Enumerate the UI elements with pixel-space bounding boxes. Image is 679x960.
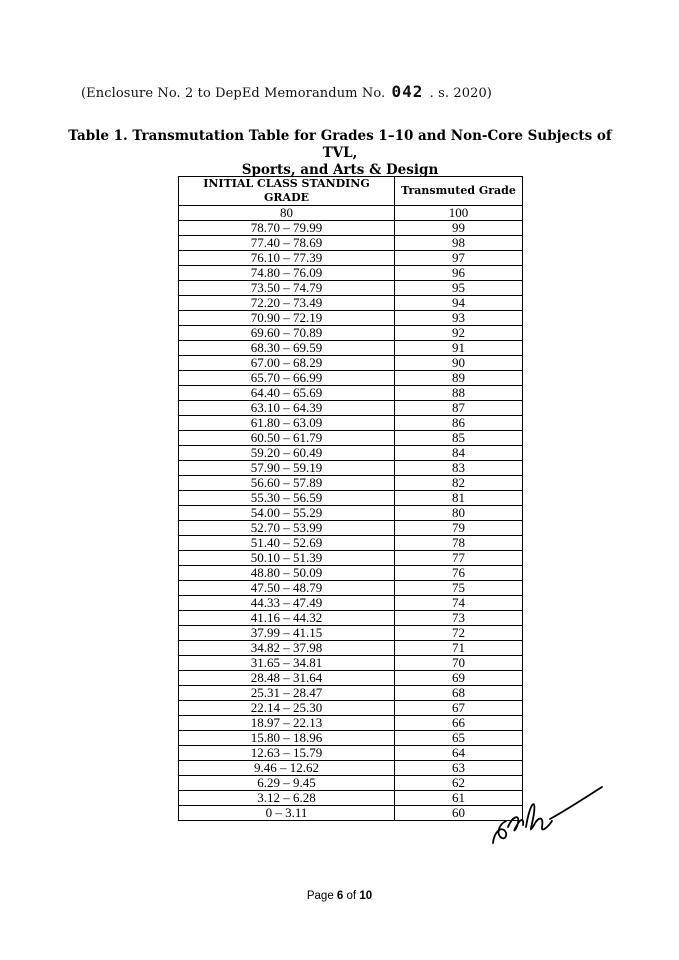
initial-grade-range: 34.82 – 37.98 bbox=[179, 641, 395, 656]
transmuted-grade: 60 bbox=[395, 806, 523, 821]
initial-grade-range: 18.97 – 22.13 bbox=[179, 716, 395, 731]
transmuted-grade: 68 bbox=[395, 686, 523, 701]
initial-grade-range: 12.63 – 15.79 bbox=[179, 746, 395, 761]
table-row bbox=[179, 506, 523, 521]
transmuted-grade: 95 bbox=[395, 281, 523, 296]
footer-page-number: 6 bbox=[336, 890, 344, 902]
initial-grade-range: 68.30 – 69.59 bbox=[179, 341, 395, 356]
table-row bbox=[179, 416, 523, 431]
initial-grade-range: 22.14 – 25.30 bbox=[179, 701, 395, 716]
table-row bbox=[179, 461, 523, 476]
initial-grade-range: 60.50 – 61.79 bbox=[179, 431, 395, 446]
table-row bbox=[179, 206, 523, 221]
transmuted-grade: 97 bbox=[395, 251, 523, 266]
initial-grade-range: 28.48 – 31.64 bbox=[179, 671, 395, 686]
table-row bbox=[179, 596, 523, 611]
table-row bbox=[179, 371, 523, 386]
initial-grade-range: 74.80 – 76.09 bbox=[179, 266, 395, 281]
transmuted-grade: 75 bbox=[395, 581, 523, 596]
table-row bbox=[179, 251, 523, 266]
transmuted-grade: 98 bbox=[395, 236, 523, 251]
table-row bbox=[179, 431, 523, 446]
transmuted-grade: 87 bbox=[395, 401, 523, 416]
enclosure-note bbox=[81, 82, 492, 101]
transmuted-grade: 94 bbox=[395, 296, 523, 311]
transmuted-grade: 77 bbox=[395, 551, 523, 566]
table-row bbox=[179, 491, 523, 506]
footer-of-word: of bbox=[346, 890, 357, 902]
initial-grade-range: 80 bbox=[179, 206, 395, 221]
transmuted-grade: 73 bbox=[395, 611, 523, 626]
table-title bbox=[60, 128, 620, 179]
table-row bbox=[179, 386, 523, 401]
table-row bbox=[179, 626, 523, 641]
transmuted-grade: 83 bbox=[395, 461, 523, 476]
initial-grade-range: 6.29 – 9.45 bbox=[179, 776, 395, 791]
transmuted-grade: 67 bbox=[395, 701, 523, 716]
transmuted-grade: 79 bbox=[395, 521, 523, 536]
transmuted-grade: 64 bbox=[395, 746, 523, 761]
table-row bbox=[179, 566, 523, 581]
table-row bbox=[179, 806, 523, 821]
table-row bbox=[179, 341, 523, 356]
initial-grade-range: 65.70 – 66.99 bbox=[179, 371, 395, 386]
table-row bbox=[179, 221, 523, 236]
table-header-row bbox=[179, 177, 523, 206]
enclosure-prefix: (Enclosure No. 2 to DepEd Memorandum No. bbox=[81, 86, 386, 101]
footer-page-word: Page bbox=[306, 890, 334, 902]
transmuted-grade: 91 bbox=[395, 341, 523, 356]
transmuted-grade: 99 bbox=[395, 221, 523, 236]
initial-grade-range: 41.16 – 44.32 bbox=[179, 611, 395, 626]
initial-grade-range: 61.80 – 63.09 bbox=[179, 416, 395, 431]
table-row bbox=[179, 551, 523, 566]
initial-grade-range: 3.12 – 6.28 bbox=[179, 791, 395, 806]
table-row bbox=[179, 611, 523, 626]
page-footer bbox=[0, 890, 679, 902]
initial-grade-range: 52.70 – 53.99 bbox=[179, 521, 395, 536]
table-row bbox=[179, 281, 523, 296]
transmuted-grade: 93 bbox=[395, 311, 523, 326]
table-row bbox=[179, 731, 523, 746]
initial-grade-range: 78.70 – 79.99 bbox=[179, 221, 395, 236]
transmuted-grade: 63 bbox=[395, 761, 523, 776]
transmuted-grade: 69 bbox=[395, 671, 523, 686]
memo-number: 042 bbox=[391, 82, 424, 101]
table-row bbox=[179, 296, 523, 311]
transmuted-grade: 62 bbox=[395, 776, 523, 791]
initial-grade-range: 67.00 – 68.29 bbox=[179, 356, 395, 371]
table-row bbox=[179, 791, 523, 806]
initial-grade-range: 48.80 – 50.09 bbox=[179, 566, 395, 581]
transmuted-grade: 92 bbox=[395, 326, 523, 341]
table-row bbox=[179, 536, 523, 551]
initial-grade-range: 51.40 – 52.69 bbox=[179, 536, 395, 551]
table-title-line-2: Sports, and Arts & Design bbox=[241, 162, 439, 178]
table-row bbox=[179, 326, 523, 341]
enclosure-suffix: . s. 2020) bbox=[429, 86, 492, 101]
transmuted-grade: 89 bbox=[395, 371, 523, 386]
transmuted-grade: 85 bbox=[395, 431, 523, 446]
table-row bbox=[179, 236, 523, 251]
initial-grade-range: 76.10 – 77.39 bbox=[179, 251, 395, 266]
handwritten-signature-icon bbox=[490, 783, 605, 848]
table-row bbox=[179, 311, 523, 326]
table-row bbox=[179, 671, 523, 686]
initial-grade-range: 63.10 – 64.39 bbox=[179, 401, 395, 416]
initial-grade-range: 72.20 – 73.49 bbox=[179, 296, 395, 311]
column-header-initial-grade: INITIAL CLASS STANDING GRADE bbox=[179, 177, 395, 206]
initial-grade-range: 55.30 – 56.59 bbox=[179, 491, 395, 506]
table-body bbox=[179, 206, 523, 821]
initial-grade-range: 56.60 – 57.89 bbox=[179, 476, 395, 491]
initial-grade-range: 77.40 – 78.69 bbox=[179, 236, 395, 251]
transmuted-grade: 71 bbox=[395, 641, 523, 656]
transmuted-grade: 72 bbox=[395, 626, 523, 641]
transmuted-grade: 86 bbox=[395, 416, 523, 431]
table-row bbox=[179, 266, 523, 281]
transmuted-grade: 90 bbox=[395, 356, 523, 371]
initial-grade-range: 25.31 – 28.47 bbox=[179, 686, 395, 701]
transmuted-grade: 82 bbox=[395, 476, 523, 491]
initial-grade-range: 54.00 – 55.29 bbox=[179, 506, 395, 521]
table-row bbox=[179, 776, 523, 791]
transmuted-grade: 84 bbox=[395, 446, 523, 461]
table-row bbox=[179, 446, 523, 461]
table-row bbox=[179, 581, 523, 596]
table-row bbox=[179, 476, 523, 491]
initial-grade-range: 69.60 – 70.89 bbox=[179, 326, 395, 341]
table-row bbox=[179, 521, 523, 536]
initial-grade-range: 64.40 – 65.69 bbox=[179, 386, 395, 401]
table-row bbox=[179, 686, 523, 701]
transmuted-grade: 70 bbox=[395, 656, 523, 671]
table-row bbox=[179, 746, 523, 761]
initial-grade-range: 31.65 – 34.81 bbox=[179, 656, 395, 671]
initial-grade-range: 59.20 – 60.49 bbox=[179, 446, 395, 461]
transmuted-grade: 88 bbox=[395, 386, 523, 401]
transmuted-grade: 74 bbox=[395, 596, 523, 611]
initial-grade-range: 9.46 – 12.62 bbox=[179, 761, 395, 776]
initial-grade-range: 73.50 – 74.79 bbox=[179, 281, 395, 296]
transmuted-grade: 76 bbox=[395, 566, 523, 581]
initial-grade-range: 70.90 – 72.19 bbox=[179, 311, 395, 326]
table-title-line-1: Table 1. Transmutation Table for Grades 1–10 and Non-Core Subjects of TVL, bbox=[68, 128, 612, 161]
transmuted-grade: 65 bbox=[395, 731, 523, 746]
transmutation-table bbox=[178, 176, 523, 821]
column-header-transmuted-grade: Transmuted Grade bbox=[395, 177, 523, 206]
table-row bbox=[179, 401, 523, 416]
initial-grade-range: 0 – 3.11 bbox=[179, 806, 395, 821]
table-row bbox=[179, 761, 523, 776]
table-row bbox=[179, 716, 523, 731]
table-row bbox=[179, 356, 523, 371]
transmuted-grade: 80 bbox=[395, 506, 523, 521]
table-row bbox=[179, 656, 523, 671]
transmuted-grade: 78 bbox=[395, 536, 523, 551]
transmuted-grade: 100 bbox=[395, 206, 523, 221]
initial-grade-range: 15.80 – 18.96 bbox=[179, 731, 395, 746]
table-row bbox=[179, 641, 523, 656]
initial-grade-range: 50.10 – 51.39 bbox=[179, 551, 395, 566]
initial-grade-range: 47.50 – 48.79 bbox=[179, 581, 395, 596]
footer-total-pages: 10 bbox=[359, 890, 373, 902]
transmuted-grade: 66 bbox=[395, 716, 523, 731]
initial-grade-range: 57.90 – 59.19 bbox=[179, 461, 395, 476]
table-row bbox=[179, 701, 523, 716]
initial-grade-range: 37.99 – 41.15 bbox=[179, 626, 395, 641]
transmuted-grade: 81 bbox=[395, 491, 523, 506]
initial-grade-range: 44.33 – 47.49 bbox=[179, 596, 395, 611]
transmuted-grade: 61 bbox=[395, 791, 523, 806]
transmuted-grade: 96 bbox=[395, 266, 523, 281]
